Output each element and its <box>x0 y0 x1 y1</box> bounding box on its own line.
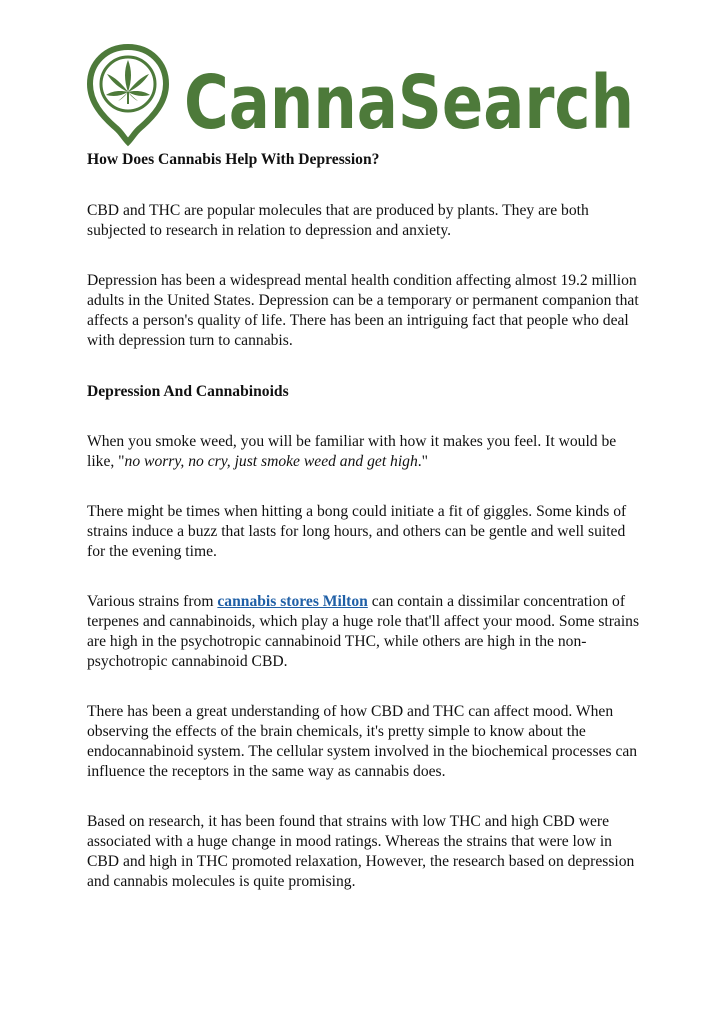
quote-text: no worry, no cry, just smoke weed and get high <box>124 453 418 470</box>
article <box>87 150 647 892</box>
brand-wordmark: CannaSearch <box>184 60 634 146</box>
cannasearch-logo <box>88 44 638 146</box>
paragraph-5-start: Various strains from <box>87 593 218 610</box>
paragraph-3-end: ." <box>417 453 429 470</box>
paragraph-1: CBD and THC are popular molecules that are produced by plants. They are both subjected to research in relation to depression and anxiety. <box>87 202 589 239</box>
paragraph-6: There has been a great understanding of how CBD and THC can affect mood. When observing the effects of the brain chemicals, it's pretty simple to know about the endocannabinoid system. The cellular system involved in the biochemical processes can influence the receptors in the same way as cannabis does. <box>87 703 638 780</box>
paragraph-3 <box>87 432 647 472</box>
paragraph-3-text: When you smoke weed, you will be familiar with how it makes you feel. It would be like, " <box>87 433 617 470</box>
paragraph-5 <box>87 592 647 672</box>
cannabis-leaf-pin-icon <box>90 47 166 142</box>
section-heading: Depression And Cannabinoids <box>87 383 289 400</box>
paragraph-5-rest: can contain a dissimilar concentration of terpenes and cannabinoids, which play a huge role that'll affect your mood. Some strains are high in the psychotropic cannabinoid THC, while others are high in the non-psychotropic cannabinoid CBD. <box>87 593 640 670</box>
paragraph-7: Based on research, it has been found that strains with low THC and high CBD were associated with a huge change in mood ratings. Whereas the strains that were low in CBD and high in THC promoted relaxation, However, the research based on depression and cannabis molecules is quite promising. <box>87 813 635 890</box>
paragraph-2: Depression has been a widespread mental health condition affecting almost 19.2 million adults in the United States. Depression can be a temporary or permanent companion that affects a person's quality of life. There has been an intriguing fact that people who deal with depression turn to cannabis. <box>87 272 639 349</box>
cannasearch-logo-svg <box>88 44 638 146</box>
article-title: How Does Cannabis Help With Depression? <box>87 151 380 168</box>
paragraph-4: There might be times when hitting a bong could initiate a fit of giggles. Some kinds of strains induce a buzz that lasts for long hours, and others can be gentle and well suited for the evening time. <box>87 503 627 560</box>
cannabis-stores-milton-link[interactable]: cannabis stores Milton <box>217 593 368 610</box>
